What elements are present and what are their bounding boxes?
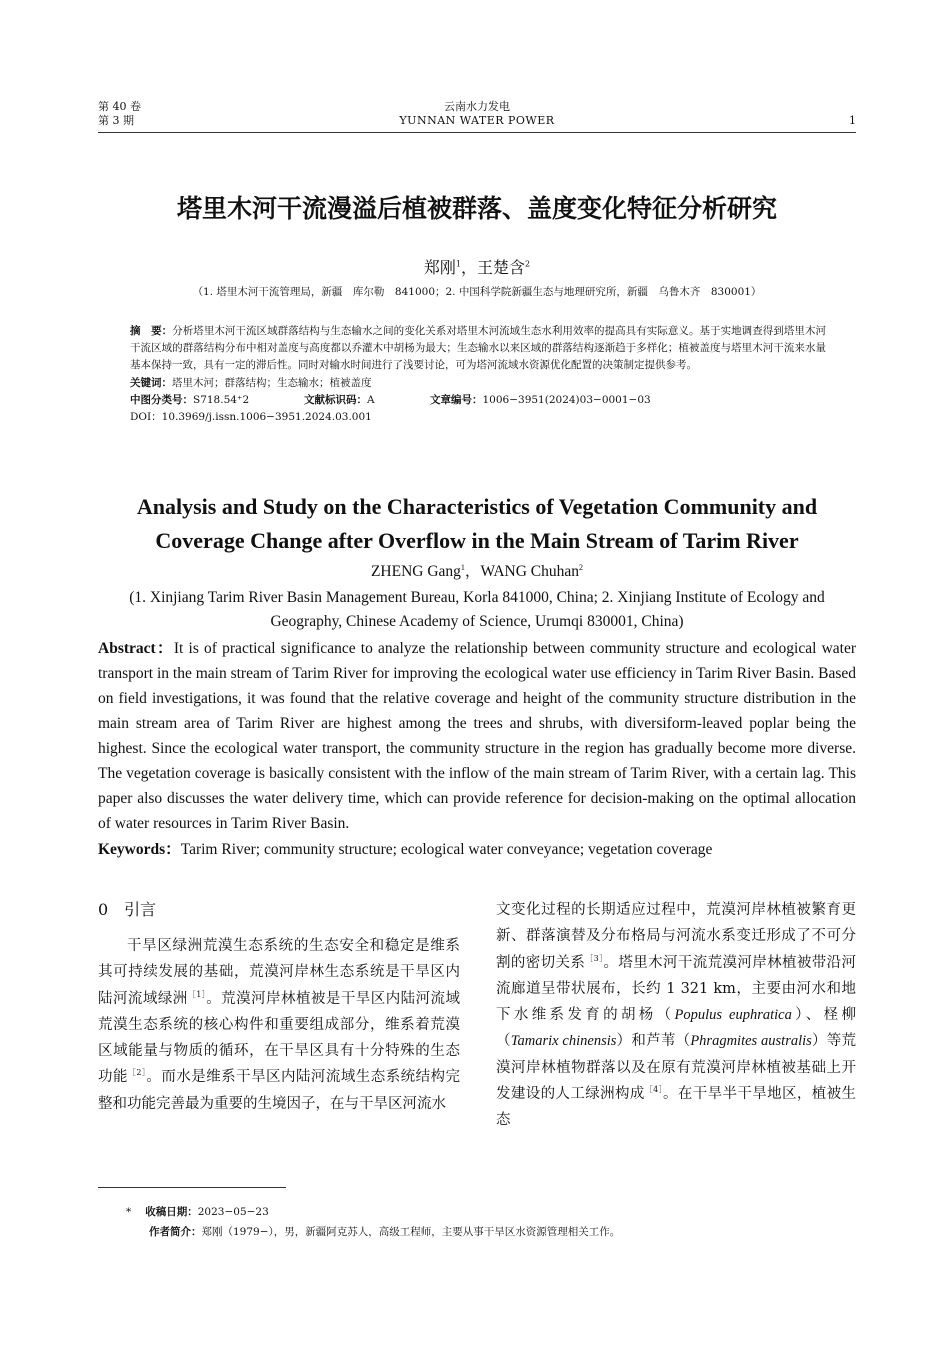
footnote-marker: *: [126, 1206, 132, 1218]
clc-value: S718.54⁺2: [193, 393, 250, 406]
header-issue: 第 3 期: [98, 114, 134, 127]
abstract-en: [98, 636, 856, 836]
author-cn-2: 王楚含: [477, 258, 526, 277]
intro-paragraph-1-continued: [496, 897, 856, 1134]
intro-paragraph-1: [98, 933, 460, 1117]
intro-right-text-6: 。在干旱半干旱地区，植被生态: [496, 1086, 856, 1129]
author-cn-1-sup: 1: [455, 259, 461, 269]
citation-ref-4[interactable]: ［4］: [644, 1085, 663, 1095]
bio-label: 作者简介：: [149, 1226, 202, 1238]
doc-code-value: A: [367, 393, 375, 406]
intro-right-text-5: ）等荒漠河岸林植物群落以及在原有荒漠河岸林植被基础上开发建设的人工绿洲构成: [496, 1033, 857, 1103]
doi: DOI：10.3969/j.issn.1006−3951.2024.03.001: [130, 410, 372, 423]
footnote-bio: [149, 1224, 620, 1241]
header-volume: 第 40 卷: [98, 100, 141, 113]
keywords-cn-label: 关键词：: [130, 376, 172, 389]
authors-cn: [98, 256, 856, 280]
title-cn: 塔里木河干流漫溢后植被群落、盖度变化特征分析研究: [176, 194, 777, 223]
keywords-en-colon: ：: [165, 841, 181, 858]
author-en-1: ZHENG Gang: [370, 563, 461, 580]
intro-left-text-1: 干旱区绿洲荒漠生态系统的生态安全和稳定是维系其可持续发展的基础，荒漠河岸林生态系统是干旱区内陆河流域绿洲: [98, 938, 460, 1007]
abstract-cn-label: 摘 要：: [130, 325, 173, 337]
author-en-1-sup: 1: [460, 562, 465, 572]
author-cn-1: 郑刚: [423, 258, 456, 277]
abstract-cn: [130, 323, 826, 375]
footnote-received: [126, 1204, 269, 1221]
species-populus: Populus euphratica: [674, 1007, 792, 1024]
author-cn-2-sup: 2: [525, 259, 531, 269]
author-en-2: WANG Chuhan: [480, 563, 580, 580]
received-label: 收稿日期：: [145, 1206, 198, 1218]
abstract-en-text: It is of practical significance to analyze the relationship between community structure and ecological water transport in the main stream of Tarim River for improving the ecological water use efficiency in Tarim River Basin. Based on field investigations, it was found that the relative coverage and height of the community structure distribution in the main stream area of Tarim River are highest among the trees and shrubs, with diversiform-leaved poplar being the highest. Since the ecological water transport, the community structure in the region has gradually become more diverse. The vegetation coverage is basically consistent with the inflow of the main stream of Tarim River, with a certain lag. This paper also discusses the water delivery time, which can provide reference for decision-making on the optimal allocation of water resources in Tarim River Basin.: [98, 640, 856, 832]
clc-label: 中图分类号：: [130, 393, 193, 406]
intro-left-text-3: 。而水是维系干旱区内陆河流域生态系统结构完整和功能完善最为重要的生境因子，在与干旱区河流水: [98, 1069, 461, 1112]
abstract-en-colon: ：: [155, 640, 174, 657]
header-journal-en: YUNNAN WATER POWER: [399, 114, 555, 127]
keywords-en: [98, 838, 856, 862]
author-cn-separator: ，: [460, 258, 477, 277]
body-column-right: [496, 897, 856, 1134]
keywords-cn: [130, 375, 826, 392]
body-column-left: [98, 933, 460, 1117]
citation-ref-1[interactable]: ［1］: [187, 989, 207, 999]
title-en-line1: Analysis and Study on the Characteristics of Vegetation Community and: [136, 494, 818, 519]
article-no-label: 文章编号：: [430, 393, 483, 406]
intro-left-text-2: 。荒漠河岸林植被是干旱区内陆河流域荒漠生态系统的核心构件和重要组成部分，维系着荒漠区域能量与物质的循环，在干旱区具有十分特殊的生态功能: [98, 990, 461, 1086]
intro-right-text-4: ）和芦苇（: [616, 1033, 691, 1050]
keywords-en-label: Keywords: [98, 841, 166, 858]
header-rule: [98, 132, 856, 133]
author-en-2-sup: 2: [579, 562, 584, 572]
keywords-cn-text: 塔里木河；群落结构；生态输水；植被盖度: [172, 376, 372, 389]
intro-right-text-3: ）、柽柳（: [496, 1007, 856, 1050]
header-journal-cn: 云南水力发电: [444, 100, 510, 113]
abstract-cn-text: 分析塔里木河干流区域群落结构与生态输水之间的变化关系对塔里木河流域生态水利用效率的提高具有实际意义。基于实地调查得到塔里木河干流区域的群落结构分布中相对盖度与高度都以乔灌木中胡杨为最大；生态输水以来区域的群落结构逐渐趋于多样化；植被盖度与塔里木河干流来水量基本保持一致，具有一定的滞后性。同时对输水时间进行了浅要讨论，可为塔河流域水资源优化配置的决策制定提供参考。: [130, 325, 827, 372]
affiliation-cn: （1. 塔里木河干流管理局，新疆 库尔勒 841000；2. 中国科学院新疆生态与地理研究所，新疆 乌鲁木齐 830001）: [192, 286, 762, 298]
abstract-en-label: Abstract: [98, 640, 156, 657]
keywords-en-text: Tarim River; community structure; ecological water conveyance; vegetation coverage: [180, 841, 713, 858]
affiliation-en: (1. Xinjiang Tarim River Basin Management Bureau, Korla 841000, China; 2. Xinjiang Institute of Ecology and Geography, Chinese Academy of Science, Urumqi 830001, China): [129, 589, 825, 630]
abstract-cn-block: [130, 323, 826, 426]
bio-value: 郑刚（1979−），男，新疆阿克苏人，高级工程师，主要从事干旱区水资源管理相关工作。: [201, 1226, 621, 1238]
footnote-rule: [98, 1187, 286, 1188]
species-phragmites: Phragmites australis: [690, 1033, 812, 1050]
citation-ref-3[interactable]: ［3］: [585, 953, 604, 963]
received-value: 2023−05−23: [197, 1206, 269, 1218]
species-tamarix: Tamarix chinensis: [510, 1033, 617, 1050]
doc-code-label: 文献标识码：: [304, 393, 367, 406]
section-heading-introduction: 0 引言: [98, 900, 157, 919]
title-en: [98, 490, 856, 558]
article-no-value: 1006−3951(2024)03−0001−03: [482, 393, 651, 406]
citation-ref-2[interactable]: ［2］: [127, 1068, 147, 1078]
authors-en: [98, 561, 856, 583]
intro-right-text-1: 文变化过程的长期适应过程中，荒漠河岸林植被繁育更新、群落演替及分布格局与河流水系变迁形成了不可分割的密切关系: [496, 902, 856, 971]
intro-right-text-2: 。塔里木河干流荒漠河岸林植被带沿河流廊道呈带状展布，长约 1 321 km，主要由河水和地下水维系发育的胡杨（: [496, 954, 857, 1024]
author-en-separator: ，: [464, 563, 481, 580]
classification-line: [130, 392, 826, 409]
title-en-line2: Coverage Change after Overflow in the Main Stream of Tarim River: [155, 528, 799, 553]
header-page-number: 1: [849, 114, 856, 127]
